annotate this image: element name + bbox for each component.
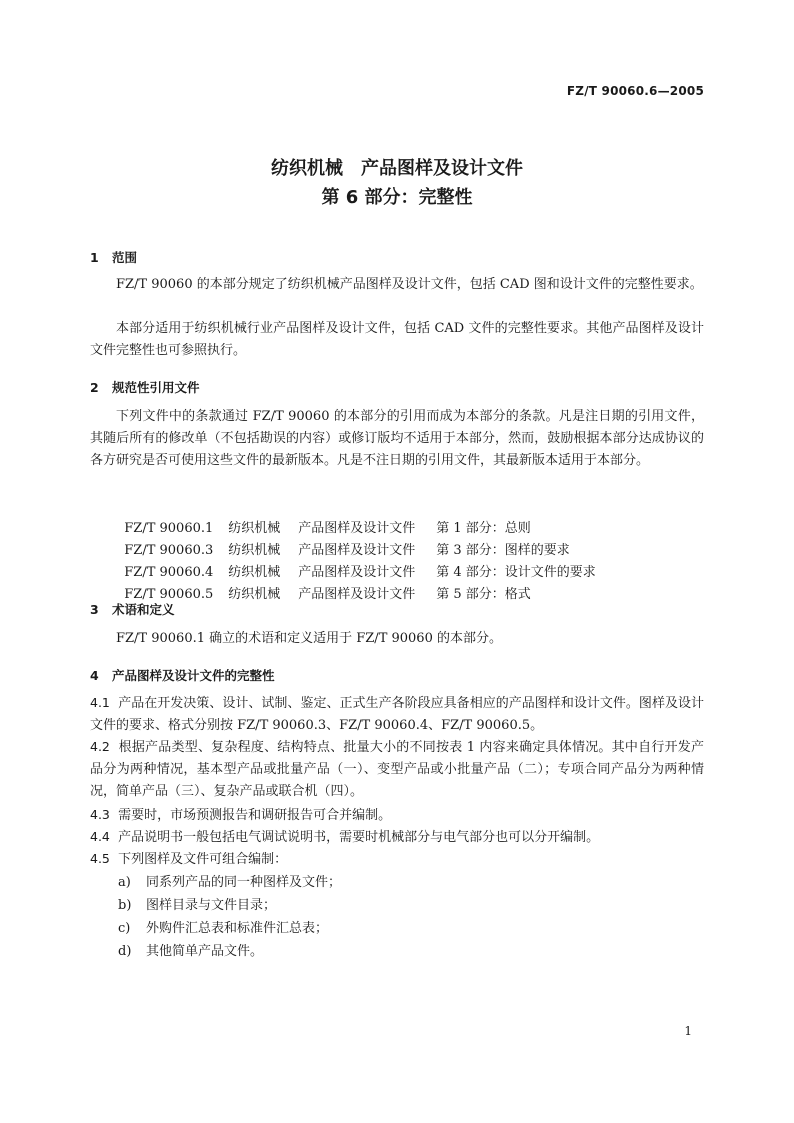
clause-number: 4.3 xyxy=(90,807,110,822)
section-3-heading xyxy=(90,600,175,618)
reference-name-2: 产品图样及设计文件 xyxy=(298,543,416,558)
clause-number: 4.4 xyxy=(90,829,110,844)
list-marker: b) xyxy=(118,898,132,913)
clause-4-3 xyxy=(90,804,704,827)
list-item xyxy=(118,895,276,917)
clause-number: 4.5 xyxy=(90,851,110,866)
list-item xyxy=(118,918,328,940)
document-title: 纺织机械 产品图样及设计文件 xyxy=(271,158,523,179)
clause-text: 根据产品类型、复杂程度、结构特点、批量大小的不同按表 1 内容来确定具体情况。其中自行开发产品分为两种情况，基本型产品或批量产品（一）、变型产品或小批量产品（二）；专项合同产品分为两种情况，简单产品（三）、复杂产品或联合机（四）。 xyxy=(90,740,704,799)
reference-part: 第 3 部分：图样的要求 xyxy=(436,543,570,558)
section-4-heading xyxy=(90,666,275,684)
reference-code: FZ/T 90060.1 xyxy=(124,521,214,536)
section-title: 术语和定义 xyxy=(112,602,175,617)
list-marker: d) xyxy=(118,944,132,959)
section-1-paragraph-2: 本部分适用于纺织机械行业产品图样及设计文件，包括 CAD 文件的完整性要求。其他产品图样及设计文件完整性也可参照执行。 xyxy=(90,321,704,358)
reference-name-1: 纺织机械 xyxy=(228,543,281,558)
section-title: 范围 xyxy=(112,250,138,265)
document-subtitle: 第 6 部分：完整性 xyxy=(321,187,473,208)
section-number: 1 xyxy=(90,250,99,265)
clause-4-1 xyxy=(90,692,704,737)
list-marker: c) xyxy=(118,921,131,936)
section-3-paragraph-1: FZ/T 90060.1 确立的术语和定义适用于 FZ/T 90060 的本部分。 xyxy=(116,631,502,646)
clause-text: 需要时，市场预测报告和调研报告可合并编制。 xyxy=(118,808,392,823)
list-item xyxy=(118,872,341,894)
clause-4-4 xyxy=(90,826,704,849)
section-2-paragraph-1: 下列文件中的条款通过 FZ/T 90060 的本部分的引用而成为本部分的条款。凡是注日期的引用文件，其随后所有的修改单（不包括勘误的内容）或修订版均不适用于本部分，然而，鼓励根据本部分达成协议的各方研究是否可使用这些文件的最新版本。凡是不注日期的引用文件，其最新版本适用于本部分。 xyxy=(90,409,704,468)
list-text: 同系列产品的同一种图样及文件； xyxy=(146,875,342,890)
reference-name-2: 产品图样及设计文件 xyxy=(298,587,416,602)
section-title: 产品图样及设计文件的完整性 xyxy=(112,668,275,683)
reference-name-1: 纺织机械 xyxy=(228,565,281,580)
section-number: 3 xyxy=(90,602,99,617)
section-number: 4 xyxy=(90,668,99,683)
section-1-paragraph-1: FZ/T 90060 的本部分规定了纺织机械产品图样及设计文件，包括 CAD 图和设计文件的完整性要求。 xyxy=(116,277,703,292)
reference-item xyxy=(116,562,531,606)
section-1-heading xyxy=(90,248,137,266)
list-text: 其他简单产品文件。 xyxy=(146,944,264,959)
section-title: 规范性引用文件 xyxy=(112,380,200,395)
section-number: 2 xyxy=(90,380,99,395)
clause-4-5 xyxy=(90,848,704,871)
page-number: 1 xyxy=(684,1024,692,1038)
reference-name-1: 纺织机械 xyxy=(228,587,281,602)
list-text: 图样目录与文件目录； xyxy=(146,898,277,913)
section-2-heading xyxy=(90,378,200,396)
list-text: 外购件汇总表和标准件汇总表； xyxy=(146,921,329,936)
reference-name-2: 产品图样及设计文件 xyxy=(298,521,416,536)
reference-part: 第 5 部分：格式 xyxy=(436,587,531,602)
list-marker: a) xyxy=(118,875,131,890)
clause-text: 产品在开发决策、设计、试制、鉴定、正式生产各阶段应具备相应的产品图样和设计文件。图样及设计文件的要求、格式分别按 FZ/T 90060.3、FZ/T 90060.4、FZ/T 90060.5。 xyxy=(90,696,704,733)
reference-code: FZ/T 90060.5 xyxy=(124,587,214,602)
clause-text: 下列图样及文件可组合编制： xyxy=(118,852,288,867)
reference-part: 第 1 部分：总则 xyxy=(436,521,531,536)
list-item xyxy=(118,941,263,963)
clause-number: 4.2 xyxy=(90,739,110,754)
reference-code: FZ/T 90060.3 xyxy=(124,543,214,558)
reference-name-2: 产品图样及设计文件 xyxy=(298,565,416,580)
reference-part: 第 4 部分：设计文件的要求 xyxy=(436,565,596,580)
reference-code: FZ/T 90060.4 xyxy=(124,565,214,580)
clause-4-2 xyxy=(90,736,704,803)
clause-number: 4.1 xyxy=(90,695,110,710)
standard-code: FZ/T 90060.6—2005 xyxy=(566,84,704,98)
clause-text: 产品说明书一般包括电气调试说明书，需要时机械部分与电气部分也可以分开编制。 xyxy=(118,830,600,845)
reference-name-1: 纺织机械 xyxy=(228,521,281,536)
